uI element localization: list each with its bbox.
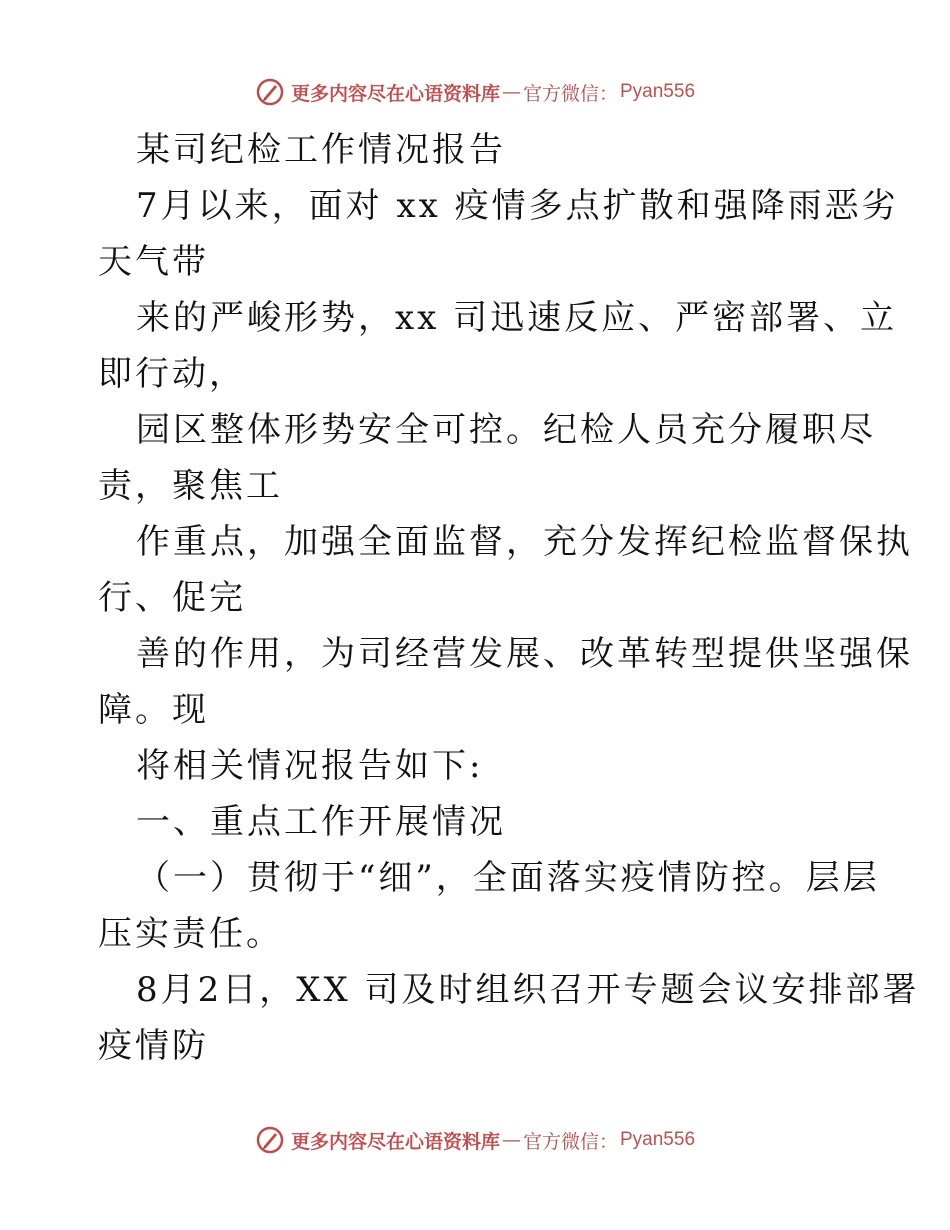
header-dash: — — [501, 81, 521, 103]
document-line: 即行动， — [98, 354, 246, 394]
document-line: 压实责任。 — [98, 914, 283, 954]
document-line: （一）贯彻于“细”，全面落实疫情防控。层层 — [136, 858, 880, 898]
header-banner — [0, 72, 950, 112]
quill-seal-icon — [255, 77, 285, 107]
header-wechat-id: Pyan556 — [620, 81, 696, 102]
header-wechat-label: 官方微信： — [522, 82, 618, 105]
footer-wechat-label: 官方微信： — [522, 1130, 618, 1153]
quill-seal-icon — [255, 1125, 285, 1155]
document-line: 疫情防 — [98, 1026, 209, 1066]
document-line: 园区整体形势安全可控。纪检人员充分履职尽 — [136, 410, 876, 450]
document-line: 7月以来，面对 xx 疫情多点扩散和强降雨恶劣 — [136, 186, 899, 226]
document-line: 责，聚焦工 — [98, 466, 283, 506]
footer-wechat-id: Pyan556 — [620, 1129, 696, 1150]
footer-banner — [0, 1120, 950, 1160]
document-line: 善的作用，为司经营发展、改革转型提供坚强保 — [136, 634, 913, 674]
document-line: 某司纪检工作情况报告 — [136, 130, 506, 170]
header-site-name: 更多内容尽在心语资料库 — [290, 82, 500, 105]
document-line: 8月2日，XX 司及时组织召开专题会议安排部署 — [136, 970, 920, 1010]
document-line: 作重点，加强全面监督，充分发挥纪检监督保执 — [136, 522, 913, 562]
footer-site-name: 更多内容尽在心语资料库 — [290, 1130, 500, 1153]
document-line: 障。现 — [98, 690, 209, 730]
document-line: 一、重点工作开展情况 — [136, 802, 506, 842]
document-body — [98, 122, 920, 1074]
document-line: 将相关情况报告如下: — [136, 746, 484, 786]
footer-dash: — — [501, 1129, 521, 1151]
document-line: 行、促完 — [98, 578, 246, 618]
document-line: 天气带 — [98, 242, 209, 282]
document-line: 来的严峻形势，xx 司迅速反应、严密部署、立 — [136, 298, 898, 338]
